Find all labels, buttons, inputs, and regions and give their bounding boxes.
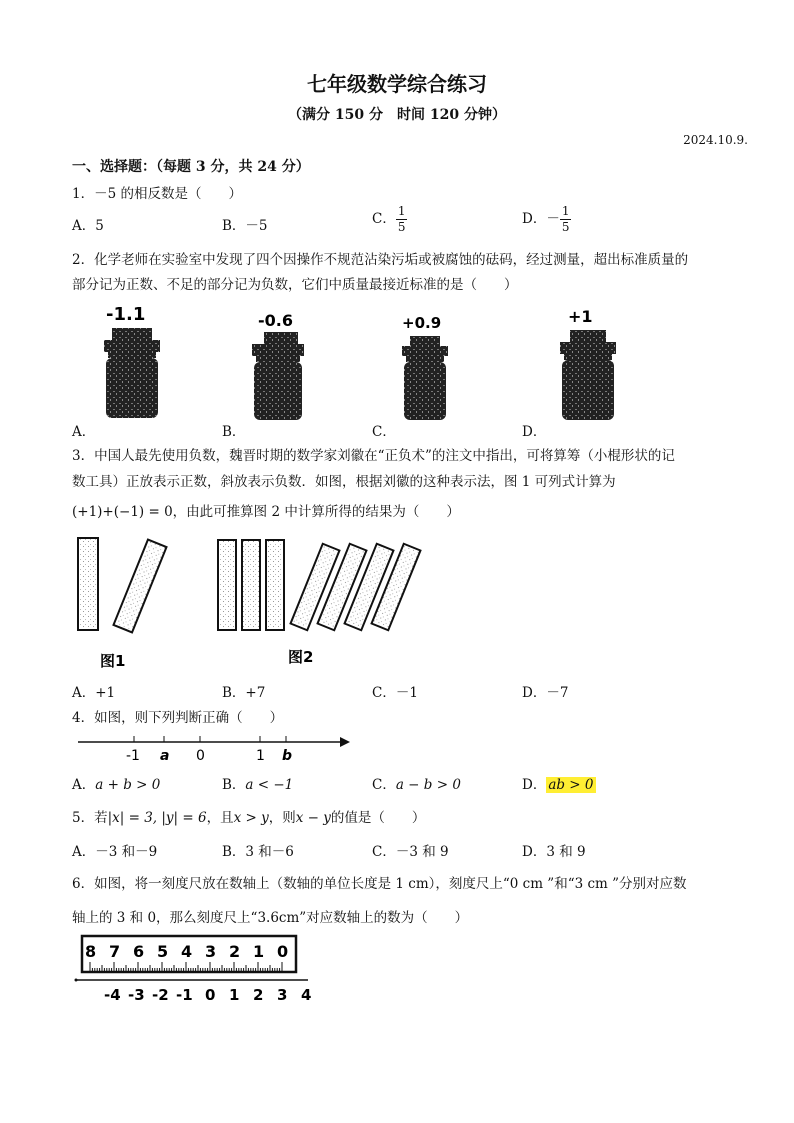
q1-d-fraction <box>560 204 572 235</box>
q5-prefix: 5．若 <box>72 810 108 826</box>
page-title: 七年级数学综合练习 <box>307 72 487 96</box>
axis-label-0: 0 <box>196 748 205 764</box>
q4-d-highlight: ab > 0 <box>548 777 594 793</box>
q1-d-num: 1 <box>561 204 570 218</box>
weight-d-label: +1 <box>568 307 593 326</box>
weight-a-label: -1.1 <box>106 304 146 325</box>
q4-a-text: a + b > 0 <box>95 777 161 793</box>
q5-stem <box>72 806 425 826</box>
weight-c <box>402 314 448 420</box>
q1-c-den: 5 <box>397 220 406 234</box>
q1-option-b: B．－5 <box>222 218 268 234</box>
ruler-digit: 7 <box>109 942 121 961</box>
fig1-rods <box>78 538 167 632</box>
axis-digit: 3 <box>277 986 288 1004</box>
weight-c-label: +0.9 <box>402 314 442 332</box>
q1-c-num: 1 <box>397 204 406 218</box>
ruler-digit: 1 <box>253 942 265 961</box>
q2-option-b: B． <box>222 424 246 440</box>
q2-option-c: C． <box>372 424 396 440</box>
axis-label-a: a <box>160 748 170 764</box>
weights-figure <box>70 300 630 440</box>
ruler-figure <box>72 932 342 1004</box>
weight-a <box>104 304 160 418</box>
q5-option-a: A．－3 和－9 <box>72 844 158 860</box>
q1-d-den: 5 <box>561 220 570 234</box>
counting-rods-figure <box>72 534 432 674</box>
axis-label-b: b <box>282 748 293 764</box>
weight-b <box>252 311 304 420</box>
q3-formula: (+1)+(−1) = 0 <box>72 504 173 520</box>
q2-option-a: A． <box>72 424 96 440</box>
q5-cond: |x| = 3, |y| = 6 <box>107 810 207 826</box>
ruler-digit: 4 <box>181 942 193 961</box>
q1-d-prefix: D．－ <box>522 211 560 227</box>
ruler-digit: 2 <box>229 942 241 961</box>
q5-suffix: 的值是（ ） <box>330 810 426 826</box>
ruler-digit: 5 <box>157 942 169 961</box>
q5-mid: ，且 <box>206 810 234 826</box>
q3-option-d: D．－7 <box>522 685 569 701</box>
q3-option-c: C．－1 <box>372 685 418 701</box>
axis-digit: 1 <box>229 986 240 1004</box>
q1-option-a: A．5 <box>72 218 104 234</box>
axis-digit: -2 <box>152 986 169 1004</box>
q3-line3-text: ，由此可推算图 2 中计算所得的结果为（ ） <box>172 504 460 520</box>
axis-digit: -4 <box>104 986 121 1004</box>
q3-line2: 数工具）正放表示正数，斜放表示负数．如图，根据刘徽的这种表示法，图 1 可列式计算为 <box>72 474 616 490</box>
q1-option-c <box>372 204 407 235</box>
page-subtitle: （满分 150 分 时间 120 分钟） <box>288 107 506 123</box>
weight-b-label: -0.6 <box>258 311 293 330</box>
axis-digit: -3 <box>128 986 145 1004</box>
axis-digit: -1 <box>176 986 193 1004</box>
q6-line1: 6．如图，将一刻度尺放在数轴上（数轴的单位长度是 1 cm），刻度尺上“0 cm ”和“3 cm ”分别对应数 <box>72 876 687 892</box>
q1-c-prefix: C． <box>372 211 396 227</box>
q5-cond2: x > y <box>233 810 269 826</box>
q4-option-a <box>72 773 160 793</box>
q5-mid2: ，则 <box>268 810 296 826</box>
q3-option-b: B．+7 <box>222 685 266 701</box>
q1-option-d <box>522 204 571 235</box>
q4-option-b <box>222 773 293 793</box>
axis-digit: 0 <box>205 986 216 1004</box>
q3-line1: 3．中国人最先使用负数，魏晋时期的数学家刘徽在“正负术”的注文中指出，可将算筹（小棍形状的记 <box>72 448 675 464</box>
axis-digit: 4 <box>301 986 312 1004</box>
q4-c-prefix: C． <box>372 777 396 793</box>
axis-digits <box>104 986 311 1004</box>
q4-stem: 4．如图，则下列判断正确（ ） <box>72 710 284 726</box>
section-heading: 一、选择题：（每题 3 分，共 24 分） <box>72 159 310 175</box>
fig2-caption: 图2 <box>288 648 314 666</box>
q6-line2: 轴上的 3 和 0，那么刻度尺上“3.6cm”对应数轴上的数为（ ） <box>72 910 469 926</box>
ruler-digits <box>85 942 288 961</box>
q4-c-text: a − b > 0 <box>395 777 461 793</box>
date: 2024.10.9. <box>683 133 748 147</box>
axis-label-neg1: -1 <box>126 748 140 764</box>
q4-a-prefix: A． <box>72 777 96 793</box>
axis-digit: 2 <box>253 986 264 1004</box>
q1-c-fraction <box>396 204 408 235</box>
q2-line1: 2．化学老师在实验室中发现了四个因操作不规范沾染污垢或被腐蚀的砝码，经过测量，超出标准质量的 <box>72 252 689 268</box>
q5-option-d: D．3 和 9 <box>522 844 586 860</box>
q5-expr: x − y <box>295 810 331 826</box>
ruler-digit: 0 <box>277 942 289 961</box>
q4-option-c <box>372 773 461 793</box>
q5-option-c: C．－3 和 9 <box>372 844 449 860</box>
q4-b-prefix: B． <box>222 777 246 793</box>
q3-line3 <box>72 500 460 520</box>
axis-label-1: 1 <box>256 748 265 764</box>
fig2-rods <box>218 540 420 630</box>
ruler-digit: 3 <box>205 942 217 961</box>
ruler-digit: 8 <box>85 942 97 961</box>
q5-option-b: B．3 和－6 <box>222 844 294 860</box>
q2-line2: 部分记为正数、不足的部分记为负数，它们中质量最接近标准的是（ ） <box>72 277 518 293</box>
q4-b-text: a < −1 <box>245 777 294 793</box>
ruler-digit: 6 <box>133 942 145 961</box>
q3-option-a: A．+1 <box>72 685 116 701</box>
weight-d <box>560 307 616 420</box>
q2-option-d: D． <box>522 424 547 440</box>
q4-d-prefix: D． <box>522 777 547 793</box>
q1-stem: 1．－5 的相反数是（ ） <box>72 186 242 202</box>
q4-option-d <box>522 773 596 793</box>
q4-number-line <box>72 730 362 766</box>
fig1-caption: 图1 <box>100 652 126 670</box>
